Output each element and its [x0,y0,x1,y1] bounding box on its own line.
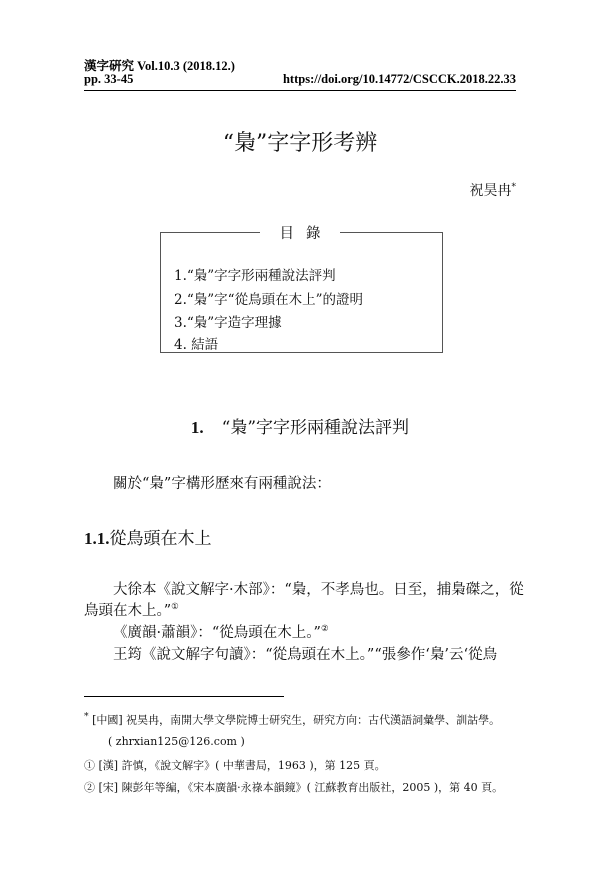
body-text: 鳥頭在木上。” [84,603,172,619]
author-mark: * [511,182,516,193]
body-line: 大徐本《說文解字·木部》：“梟，不孝鳥也。日至，捕梟磔之，從 [113,582,524,598]
footnote-text: [漢] 許慎，《說文解字》( 中華書局，1963 )，第 125 頁。 [98,759,386,772]
paper-title: “梟”字字形考辨 [222,131,378,156]
body-text: 《廣韻·蕭韻》：“從鳥頭在木上。” [113,625,321,641]
intro-paragraph: 關於“梟”字構形歷來有兩種說法： [113,476,331,492]
toc-heading: 目錄 [260,222,340,244]
footnote-1 [84,757,386,773]
author [470,180,517,200]
footnote-mark: * [84,711,89,722]
footnote-ref[interactable]: ② [320,624,329,635]
header-rule [84,90,516,91]
section-number: 1. [190,418,204,437]
footnote-text: [宋] 陳彭年等編，《宋本廣韻·永祿本韻鏡》( 江蘇教育出版社，2005 )，第 40 頁。 [98,781,504,794]
body-line [113,621,329,642]
section-title: “梟”字字形兩種說法評判 [221,418,410,438]
footnote-mark: ② [84,781,95,794]
author-footnote [84,711,500,728]
subsection-title: 從鳥頭在木上 [109,529,212,549]
toc-item: 1.“梟”字字形兩種說法評判 [174,268,336,284]
journal-info: 漢字硏究 Vol.10.3 (2018.12.) [84,59,235,73]
toc-item: 3.“梟”字造字理據 [174,315,282,331]
author-name: 祝昊冉 [469,183,512,199]
footnote-rule [84,696,284,697]
section-heading [0,413,600,438]
subsection-heading [84,524,212,549]
footnote-ref[interactable]: ① [171,602,179,613]
footnote-mark: ① [84,759,95,772]
toc-item: 4. 結語 [174,337,219,353]
toc-item: 2.“梟”字“從鳥頭在木上”的證明 [174,292,363,308]
author-email[interactable]: ( zhrxian125@126.com ) [108,735,245,748]
doi-link[interactable]: https://doi.org/10.14772/CSCCK.2018.22.33 [282,72,516,86]
body-line: 王筠《說文解字句讀》：“從鳥頭在木上。”“張參作‘梟’云‘從鳥 [113,647,498,663]
subsection-number: 1.1. [84,529,110,548]
footnote-2 [84,779,503,795]
body-line [84,599,179,620]
footnote-text: [中國] 祝昊冉，南開大學文學院博士研究生，研究方向：古代漢語詞彙學、訓詁學。 [92,713,501,727]
page-range: pp. 33-45 [84,72,134,86]
